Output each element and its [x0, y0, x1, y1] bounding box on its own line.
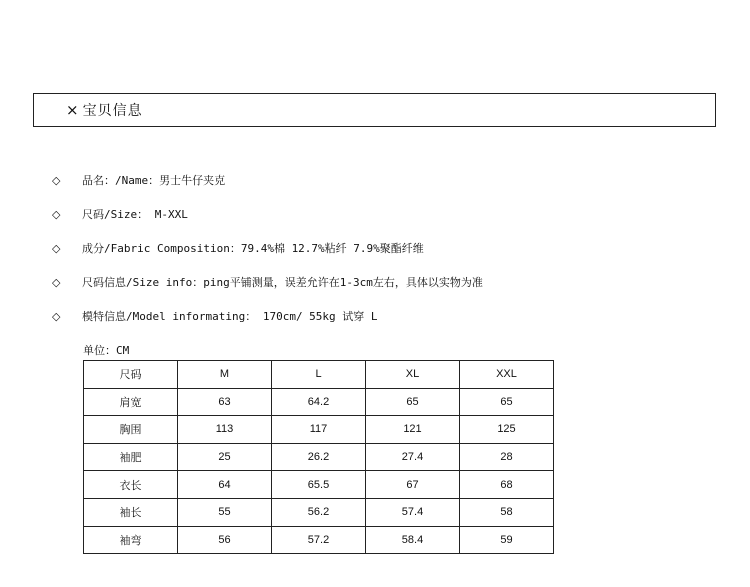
table-cell: 117 [272, 416, 366, 444]
table-cell: 65.5 [272, 471, 366, 499]
table-row [84, 388, 554, 416]
table-row [84, 526, 554, 554]
table-cell: 56 [178, 526, 272, 554]
table-cell: 58.4 [366, 526, 460, 554]
table-cell: 125 [460, 416, 554, 444]
row-label-cell: 袖长 [84, 498, 178, 526]
header-cell: XXL [460, 361, 554, 389]
table-cell: 121 [366, 416, 460, 444]
section-title: 宝贝信息 [82, 103, 143, 119]
table-cell: 65 [460, 388, 554, 416]
diamond-bullet-icon: ◇ [52, 207, 61, 221]
table-cell: 59 [460, 526, 554, 554]
info-item-model [52, 299, 483, 333]
table-cell: 27.4 [366, 443, 460, 471]
table-row [84, 471, 554, 499]
table-cell: 58 [460, 498, 554, 526]
table-cell: 57.2 [272, 526, 366, 554]
table-cell: 63 [178, 388, 272, 416]
table-header-row [84, 361, 554, 389]
table-cell: 65 [366, 388, 460, 416]
size-chart-table [83, 360, 554, 554]
table-cell: 113 [178, 416, 272, 444]
info-text: 尺码信息/Size info：ping平铺测量，误差允许在1-3cm左右，具体以实物为准 [82, 276, 483, 289]
table-row [84, 443, 554, 471]
table-cell: 56.2 [272, 498, 366, 526]
info-item-size [52, 197, 483, 231]
info-text: 模特信息/Model informating： 170cm/ 55kg 试穿 L [82, 310, 378, 323]
product-info-list [52, 163, 483, 333]
table-row [84, 498, 554, 526]
close-icon: × [66, 100, 79, 119]
table-cell: 28 [460, 443, 554, 471]
info-text: 品名：/Name：男士牛仔夹克 [82, 174, 226, 187]
info-item-name [52, 163, 483, 197]
row-label-cell: 袖弯 [84, 526, 178, 554]
table-row [84, 416, 554, 444]
table-cell: 26.2 [272, 443, 366, 471]
table-cell: 57.4 [366, 498, 460, 526]
info-item-composition [52, 231, 483, 265]
diamond-bullet-icon: ◇ [52, 173, 61, 187]
diamond-bullet-icon: ◇ [52, 309, 61, 323]
info-item-size-info [52, 265, 483, 299]
row-label-cell: 袖肥 [84, 443, 178, 471]
diamond-bullet-icon: ◇ [52, 275, 61, 289]
row-label-cell: 胸围 [84, 416, 178, 444]
header-cell: XL [366, 361, 460, 389]
header-cell: M [178, 361, 272, 389]
table-cell: 68 [460, 471, 554, 499]
row-label-cell: 衣长 [84, 471, 178, 499]
row-label-cell: 肩宽 [84, 388, 178, 416]
header-cell: L [272, 361, 366, 389]
table-cell: 25 [178, 443, 272, 471]
table-cell: 64 [178, 471, 272, 499]
unit-label: 单位：CM [83, 344, 130, 357]
info-text: 尺码/Size： M-XXL [82, 208, 188, 221]
table-cell: 64.2 [272, 388, 366, 416]
info-text: 成分/Fabric Composition：79.4%棉 12.7%粘纤 7.9%聚酯纤维 [82, 242, 424, 255]
header-cell: 尺码 [84, 361, 178, 389]
table-cell: 55 [178, 498, 272, 526]
section-header [33, 93, 716, 127]
table-cell: 67 [366, 471, 460, 499]
diamond-bullet-icon: ◇ [52, 241, 61, 255]
